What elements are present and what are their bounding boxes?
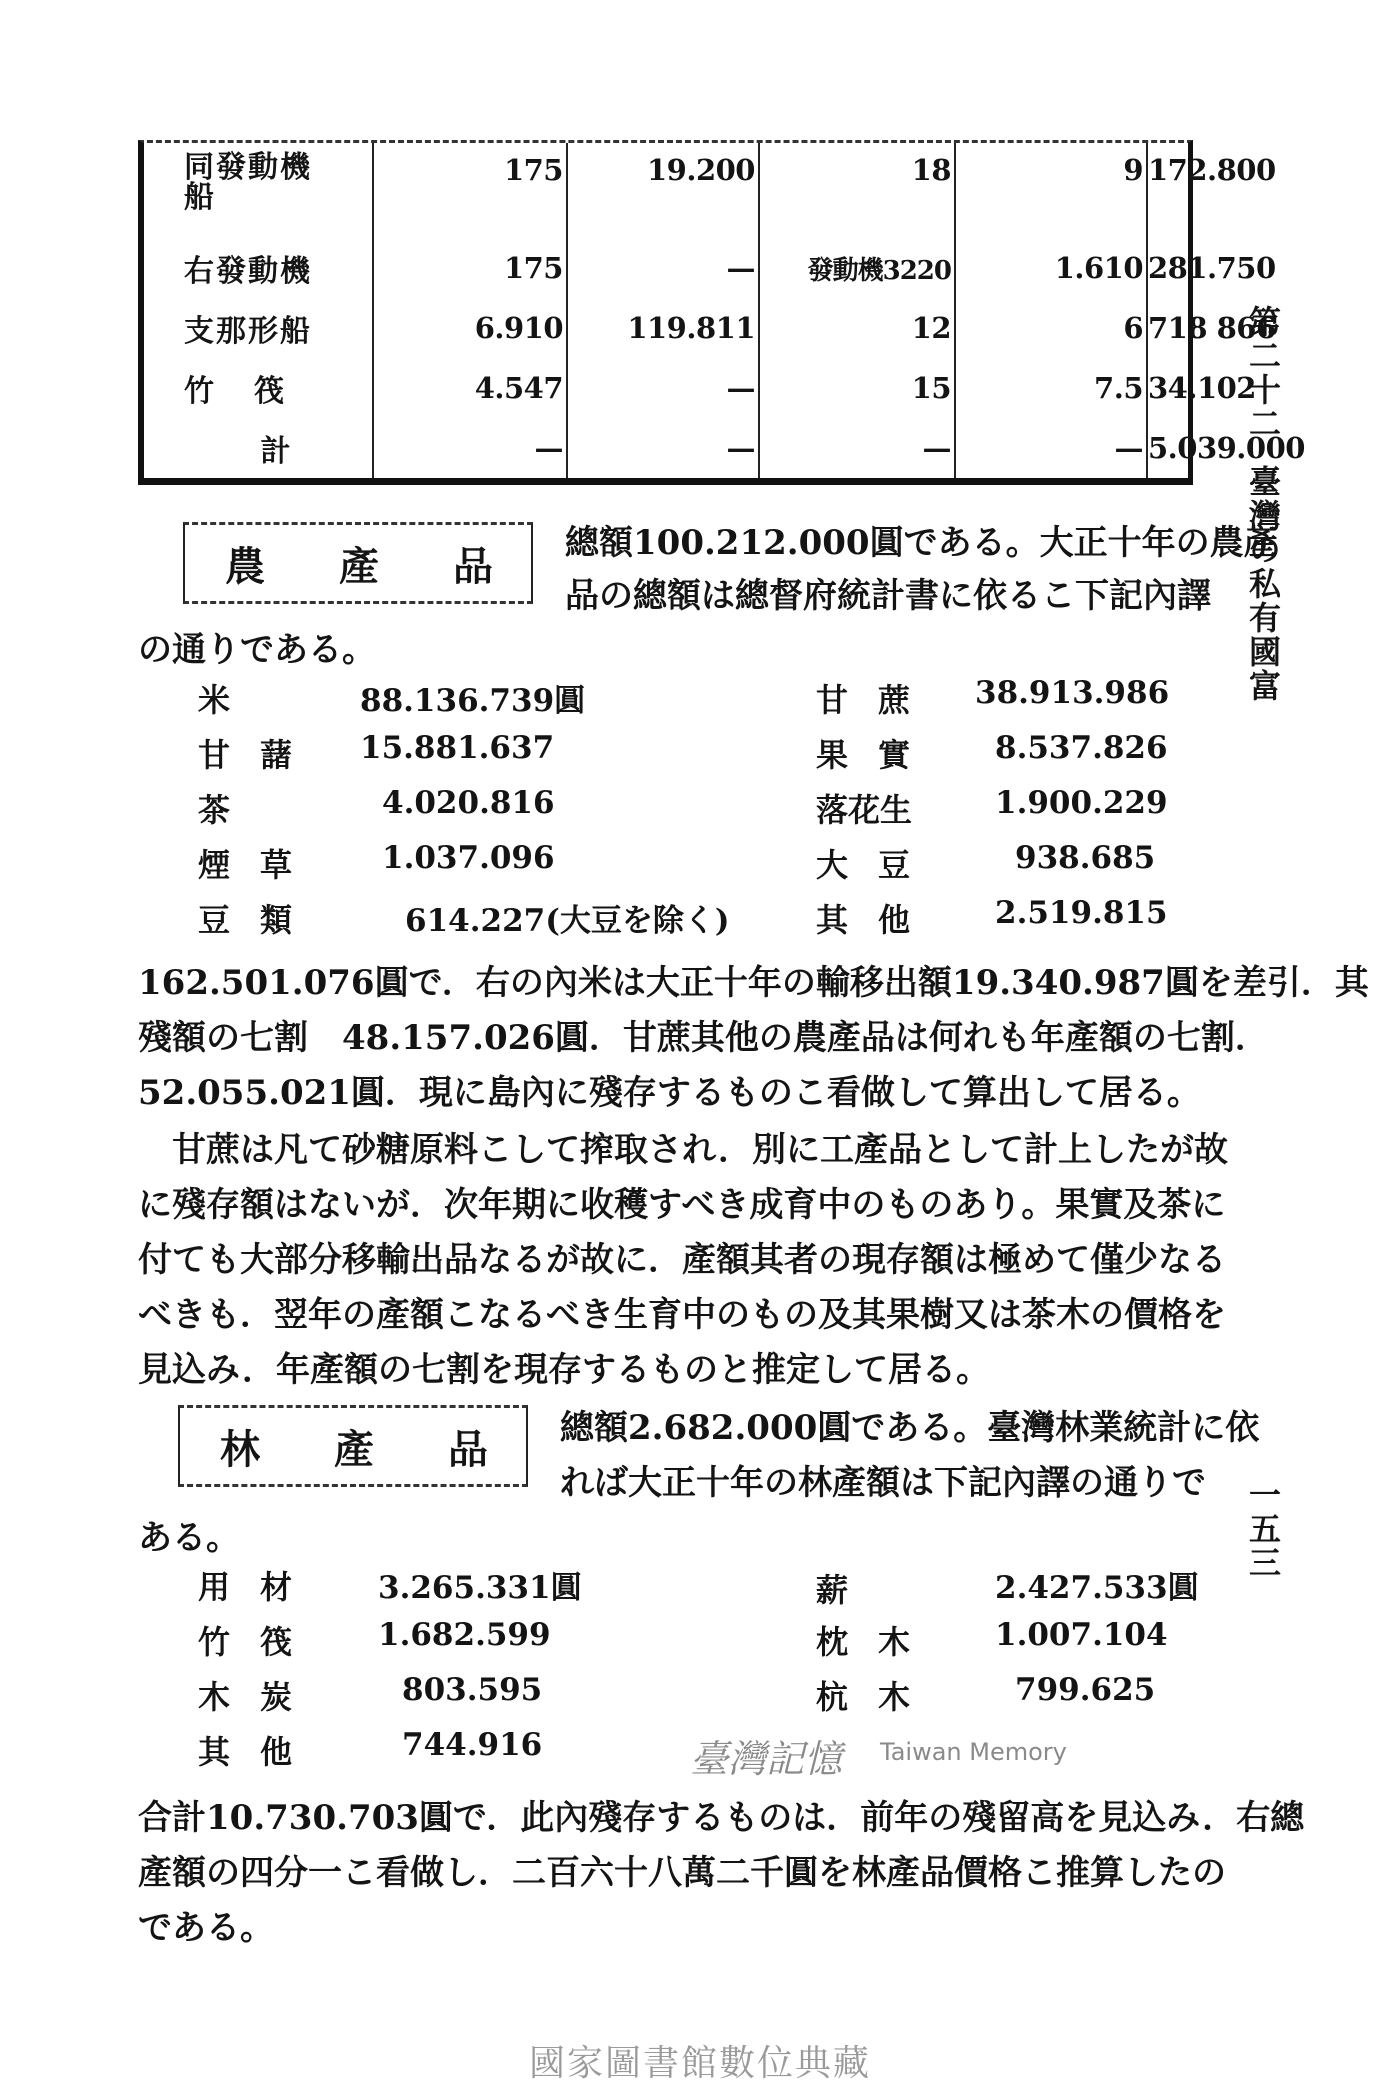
table-row [144,298,1188,358]
cell: 34.102 [1148,371,1256,406]
agri-item-label: 豆類 [198,901,323,939]
cell: 7.5 [955,358,1147,418]
agri-item-value: 15.881.637 [360,730,555,766]
forest-item-label: 薪 [816,1571,879,1609]
body-line: 甘蔗は凡て砂糖原料こして搾取され．別に工產品として計上したが故 [172,1130,1229,1170]
cell: — [567,418,759,478]
cell: 175 [373,143,567,238]
cell: 15 [759,358,955,418]
forest-item-value: 2.427.533圓 [995,1570,1199,1606]
agri-item-label: 大豆 [816,846,941,884]
cell: 6 [955,298,1147,358]
body-line: に殘存額はないが．次年期に收穫すべき成育中のものあり。果實及茶に [138,1185,1226,1225]
forest-item-label: 枕木 [816,1623,941,1661]
heading-char: 產 [334,1425,374,1473]
forest-intro-line: れば大正十年の林產額は下記內譯の通りで [560,1463,1206,1503]
cell: — [955,418,1147,478]
forest-item-label: 杭木 [816,1678,941,1716]
forest-item-value: 803.595 [402,1672,543,1708]
forest-item-value: 799.625 [1015,1672,1156,1708]
cell: 5.039.000 [1148,431,1305,466]
running-title: 臺灣の私有國富 [1244,465,1282,703]
agri-item-value: 4.020.816 [382,785,555,821]
forest-item-label: 竹筏 [198,1623,323,1661]
forest-intro-line: 總額2.682.000圓である。臺灣林業統計に依 [560,1408,1260,1448]
cell: 18 [759,143,955,238]
watermark-logo: 臺灣記憶 [690,1737,843,1781]
body-line: べきも．翌年の產額こなるべき生育中のもの及其果樹又は茶木の價格を [138,1295,1226,1335]
cell: 281.750 [1148,251,1276,286]
agri-item-value: 8.537.826 [995,730,1168,766]
cell: 172.800 [1148,153,1276,187]
watermark-subtitle: Taiwan Memory [880,1738,1067,1766]
heading-char: 林 [220,1425,260,1473]
agri-item-value: 1.037.096 [382,840,555,876]
forest-intro-line: ある。 [138,1518,240,1558]
heading-char: 品 [448,1425,488,1473]
forest-item-value: 3.265.331圓 [378,1570,582,1606]
table-row-total [144,418,1188,478]
agri-item-value: 614.227(大豆を除く) [405,903,730,939]
agri-item-value: 938.685 [1015,840,1156,876]
agri-item-label: 甘藷 [198,736,323,774]
table-row [144,358,1188,418]
agri-item-value: 38.913.986 [975,675,1170,711]
heading-char: 農 [225,542,265,590]
cell: 6.910 [373,298,567,358]
cell: 12 [759,298,955,358]
cell: 9 [955,143,1147,238]
body-line: 殘額の七割 48.157.026圓．甘蔗其他の農產品は何れも年產額の七割． [138,1018,1269,1058]
cell: 發動機3220 [759,238,955,298]
agri-intro-line: 總額100.212.000圓である。大正十年の農產 [565,523,1278,563]
cell: — [567,358,759,418]
row-name-text: 同發動機船 [184,150,312,215]
agri-item-label: 甘蔗 [816,681,941,719]
cell: 19.200 [567,143,759,238]
body-line: 合計10.730.703圓で．此內殘存するものは．前年の殘留高を見込み．右總 [138,1798,1305,1838]
agri-item-label: 其他 [816,901,941,939]
library-footer: 國家圖書館數位典藏 [528,2043,871,2084]
cell: 1.610 [955,238,1147,298]
cell: — [567,238,759,298]
cell: 175 [373,238,567,298]
cell: 4.547 [373,358,567,418]
forest-item-value: 1.007.104 [995,1617,1168,1653]
row-name: 計 [144,418,373,478]
body-line: 見込み．年產額の七割を現存するものと推定して居る。 [138,1350,991,1390]
body-line: である。 [138,1908,274,1948]
body-line: 162.501.076圓で．右の內米は大正十年の輸移出額19.340.987圓を差引．其 [138,963,1369,1003]
agri-item-label: 茶 [198,791,261,829]
cell: 718 866 [1148,311,1276,346]
heading-char: 產 [339,542,379,590]
agri-item-label: 米 [198,681,261,719]
agri-intro-line: 品の總額は總督府統計書に依るこ下記內譯 [565,576,1211,616]
section-heading-agri [183,522,533,604]
row-name: 竹筏 [144,358,373,418]
agri-item-label: 果實 [816,736,941,774]
chapter-label: 第二十二 [1244,305,1282,441]
body-line: 付ても大部分移輸出品なるが故に．產額其者の現存額は極めて僅少なる [138,1240,1226,1280]
row-name [144,143,373,238]
forest-item-label: 用材 [198,1568,323,1606]
table-row [144,143,1188,238]
cell: — [759,418,955,478]
agri-item-value: 88.136.739圓 [360,683,586,719]
forest-item-label: 木炭 [198,1678,323,1716]
forest-item-label: 其他 [198,1733,323,1771]
table-row [144,238,1188,298]
heading-char: 品 [453,542,493,590]
row-name: 支那形船 [144,298,373,358]
agri-item-label: 落花生 [816,791,913,829]
agri-item-label: 煙草 [198,846,323,884]
section-heading-forest [178,1405,528,1487]
forest-item-value: 744.916 [402,1727,543,1763]
body-line: 52.055.021圓．現に島內に殘存するものこ看做して算出して居る。 [138,1073,1201,1113]
cell: 119.811 [567,298,759,358]
body-line: 產額の四分一こ看做し．二百六十八萬二千圓を林產品價格こ推算したの [138,1853,1226,1893]
forest-item-value: 1.682.599 [378,1617,551,1653]
agri-item-value: 1.900.229 [995,785,1168,821]
page-number: 一五三 [1244,1478,1282,1580]
agri-intro-line: の通りである。 [138,630,376,670]
agri-item-value: 2.519.815 [995,895,1168,931]
cell: — [373,418,567,478]
row-name: 右發動機 [144,238,373,298]
